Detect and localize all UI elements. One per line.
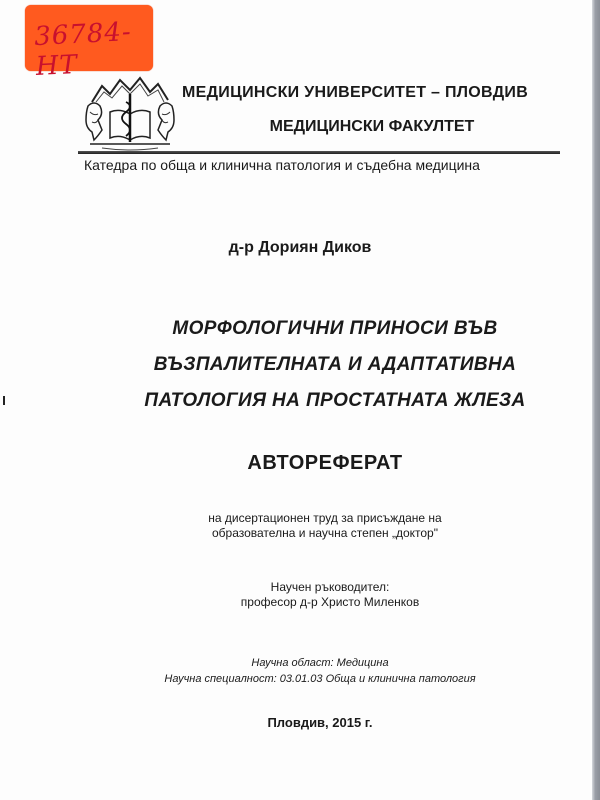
inventory-sticker [25,5,153,83]
university-emblem-icon [82,72,178,152]
scan-edge-border [592,0,600,800]
faculty-name: МЕДИЦИНСКИ ФАКУЛТЕТ [269,118,475,135]
supervisor-block [0,580,600,610]
place-and-year: Пловдив, 2015 г. [267,715,373,730]
field-info [0,655,600,687]
supervisor-label: Научен ръководител: [270,580,390,594]
supervisor-name: професор д-р Христо Миленков [240,595,420,609]
university-name: МЕДИЦИНСКИ УНИВЕРСИТЕТ – ПЛОВДИВ [182,84,529,101]
inventory-number: 36784-НТ [33,17,133,83]
purpose-line: на дисертационен труд за присъждане на [208,511,442,525]
purpose-statement [0,511,600,541]
scientific-area: Научна област: Медицина [251,657,389,669]
department-name: Катедра по обща и клинична патология и съдебна медицина [84,157,480,173]
title-line: ПАТОЛОГИЯ НА ПРОСТАТНАТА ЖЛЕЗА [144,390,526,411]
dissertation-title [0,311,600,419]
title-line: МОРФОЛОГИЧНИ ПРИНОСИ ВЪВ [172,318,498,339]
author-name: д-р Дориян Диков [228,239,372,256]
scientific-specialty: Научна специалност: 03.01.03 Обща и клинична патология [164,673,476,685]
document-type: АВТОРЕФЕРАТ [247,452,403,474]
title-line: ВЪЗПАЛИТЕЛНАТА И АДАПТАТИВНА [153,354,517,375]
purpose-line: образователна и научна степен „доктор" [211,526,438,540]
header-divider [78,151,560,154]
scan-artifact-mark [3,396,5,405]
